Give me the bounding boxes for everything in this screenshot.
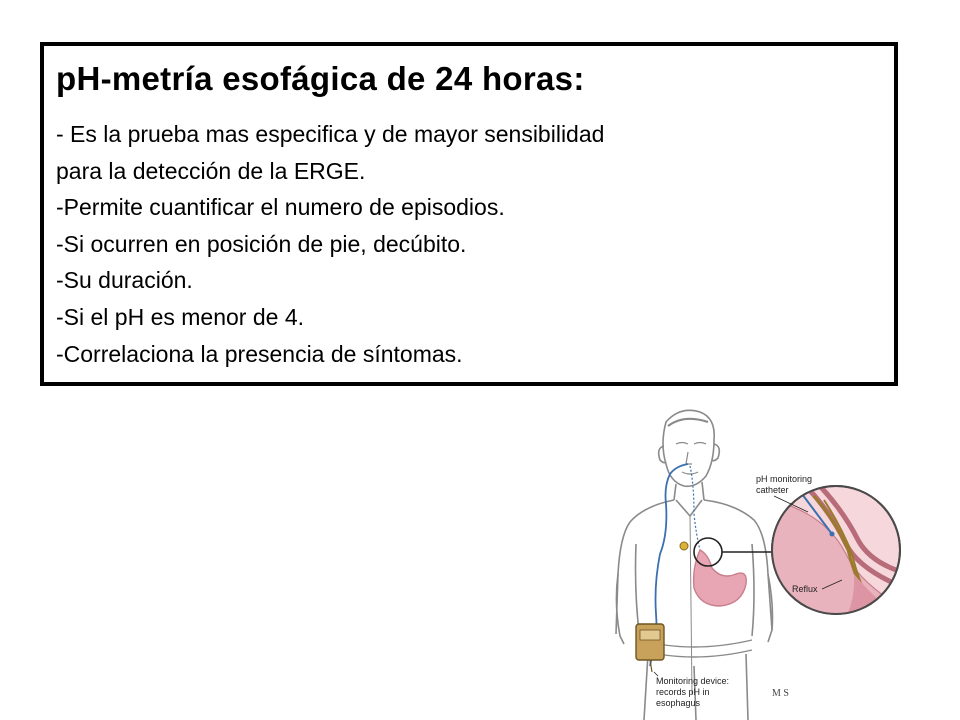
bullet-item: -Permite cuantificar el numero de episodios. xyxy=(56,194,505,221)
text-box xyxy=(40,42,898,386)
label-reflux: Reflux xyxy=(792,584,818,594)
label-catheter-line2: catheter xyxy=(756,485,789,495)
bullet-item: -Si el pH es menor de 4. xyxy=(56,303,305,330)
label-catheter-line1: pH monitoring xyxy=(756,474,813,484)
catheter-clip xyxy=(680,542,688,550)
bullet-item: -Su duración. xyxy=(56,267,193,294)
label-device-line1: Monitoring device: xyxy=(656,676,730,686)
zoom-circle xyxy=(772,486,902,634)
label-device-line3: esophagus xyxy=(656,698,701,708)
ph-monitoring-illustration xyxy=(596,404,960,720)
bullet-item: -Si ocurren en posición de pie, decúbito. xyxy=(56,230,467,257)
artist-signature: M S xyxy=(772,688,789,699)
bullet-list xyxy=(56,116,604,372)
patient-figure xyxy=(616,410,773,720)
bullet-item: - Es la prueba mas especifica y de mayor sensibilidad xyxy=(56,121,605,147)
bullet-item: -Correlaciona la presencia de síntomas. xyxy=(56,340,463,367)
slide-title: pH-metría esofágica de 24 horas: xyxy=(56,60,585,97)
label-device-line2: records pH in xyxy=(656,687,710,697)
bullet-item: para la detección de la ERGE. xyxy=(56,157,366,184)
